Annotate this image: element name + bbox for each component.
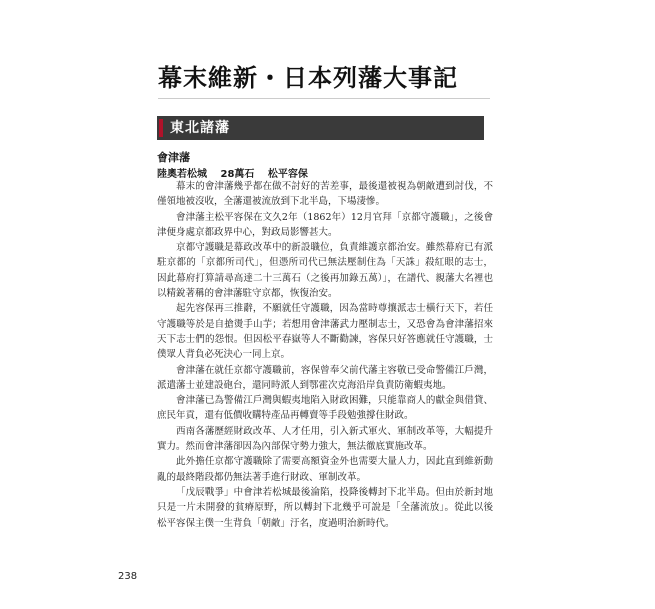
paragraph: 會津藩在就任京都守護職前，容保曾奉父前代藩主容敬已受命警備江戶灣，派遣藩士並建設砲台，還同時派人到鄂霍次克海沿岸負責防衛蝦夷地。 bbox=[157, 364, 493, 391]
paragraph: 起先容保再三推辭，不願就任守護職，因為當時尊攘派志士橫行天下，若任守護職等於是自搶燙手山芋；若想用會津藩武力壓制志士，又恐會為會津藩招來天下志士們的怨恨。但因松平春嶽等人不斷勸諫，容保只好答應就任守護職，士僕眾人背負必死決心一同上京。 bbox=[157, 303, 493, 361]
domain-stipend: 28萬石 bbox=[220, 169, 255, 180]
domain-lord: 松平容保 bbox=[267, 169, 308, 180]
page-title: 幕末維新・日本列藩大事記 bbox=[158, 64, 458, 92]
section-accent-mark bbox=[159, 119, 163, 137]
domain-heading: 會津藩 bbox=[157, 151, 190, 164]
section-heading: 東北諸藩 bbox=[170, 120, 230, 136]
paragraph: 會津藩主松平容保在文久2年（1862年）12月官拜「京都守護職」，之後會津便身處京都政界中心，對政局影響甚大。 bbox=[157, 211, 493, 238]
paragraph: 幕末的會津藩幾乎都在做不討好的苦差事，最後還被視為朝敵遭到討伐，不僅領地被沒收，全藩還被流放到下北半島，下場淒慘。 bbox=[157, 181, 493, 208]
page-number: 238 bbox=[118, 571, 138, 582]
paragraph: 會津藩已為警備江戶灣與蝦夷地陷入財政困難，只能靠商人的獻金與借貸、庶民年貢，還有低價收購特產品再轉賣等手段勉強撐住財政。 bbox=[157, 395, 493, 422]
castle-location: 陸奧若松城 bbox=[157, 169, 207, 180]
paragraph: 京都守護職是幕政改革中的新設職位，負責維護京都治安。雖然幕府已有派駐京都的「京都所司代」，但憑所司代已無法壓制住為「天誅」殺紅眼的志士，因此幕府打算請尋高達二十三萬石（之後再加錄五萬）」，在譜代、親藩大名裡也以精銳著稱的會津藩駐守京都，恢復治安。 bbox=[157, 242, 493, 300]
paragraph: 西南各藩歷經財政改革、人才任用，引入新式軍火、軍制改革等，大幅提升實力。然而會津藩卻因為內部保守勢力強大，無法徹底實施改革。 bbox=[157, 425, 493, 453]
domain-info-line bbox=[157, 165, 318, 180]
paragraph: 此外擔任京都守護職除了需要高額資金外也需要大量人力，因此直到維新動亂的最終階段都仍無法著手進行財政、軍制改革。 bbox=[157, 456, 493, 483]
title-divider bbox=[158, 98, 490, 99]
paragraph: 「戊辰戰爭」中會津若松城最後淪陷，投降後轉封下北半島。但由於新封地只是一片未開發的貧瘠原野，所以轉封下北幾乎可說是「全藩流放」。從此以後松平容保主僕一生背負「朝敵」汙名，度過明治新時代。 bbox=[157, 486, 493, 529]
article-body bbox=[157, 179, 493, 531]
